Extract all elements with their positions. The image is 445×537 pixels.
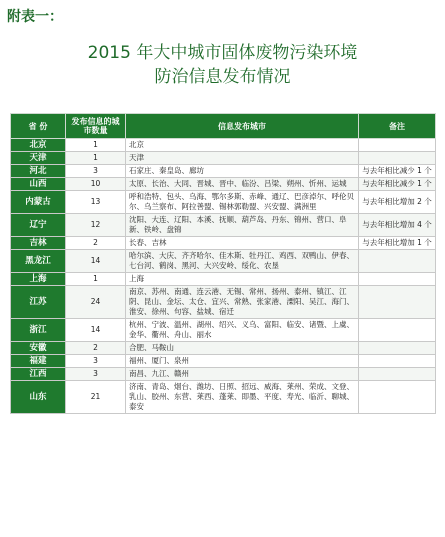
note-cell	[359, 152, 436, 165]
cities-cell: 上海	[126, 273, 359, 286]
note-cell	[359, 381, 436, 414]
cities-cell: 长春、吉林	[126, 237, 359, 250]
table-row	[11, 191, 436, 214]
cities-cell: 石家庄、秦皇岛、廊坊	[126, 165, 359, 178]
province-cell: 辽宁	[11, 214, 66, 237]
city-count-cell: 2	[66, 237, 126, 250]
cities-cell: 济南、青岛、烟台、潍坊、日照、招远、威海、莱州、荣成、文登、乳山、胶州、东营、莱西、蓬莱、即墨、平度、寿光、临沂、聊城、泰安	[126, 381, 359, 414]
table-row	[11, 214, 436, 237]
note-cell	[359, 355, 436, 368]
city-count-cell: 1	[66, 139, 126, 152]
cities-cell: 北京	[126, 139, 359, 152]
province-cell: 福建	[11, 355, 66, 368]
province-cell: 山西	[11, 178, 66, 191]
city-count-cell: 13	[66, 191, 126, 214]
note-cell	[359, 319, 436, 342]
column-header-cities: 信息发布城市	[126, 114, 359, 139]
table-row	[11, 237, 436, 250]
city-count-cell: 12	[66, 214, 126, 237]
city-count-cell: 21	[66, 381, 126, 414]
column-header-note: 备注	[359, 114, 436, 139]
province-cell: 江苏	[11, 286, 66, 319]
page-title-line2: 防治信息发布情况	[154, 67, 291, 87]
city-count-cell: 3	[66, 368, 126, 381]
table-row	[11, 250, 436, 273]
cities-cell: 呼和浩特、包头、乌海、鄂尔多斯、赤峰、通辽、巴彦淖尔、呼伦贝尔、乌兰察布、阿拉善盟、锡林郭勒盟、兴安盟、满洲里	[126, 191, 359, 214]
table-row	[11, 342, 436, 355]
cities-cell: 沈阳、大连、辽阳、本溪、抚顺、葫芦岛、丹东、锦州、营口、阜新、铁岭、盘锦	[126, 214, 359, 237]
province-cell: 黑龙江	[11, 250, 66, 273]
note-cell: 与去年相比增加 4 个	[359, 214, 436, 237]
note-cell: 与去年相比减少 1 个	[359, 165, 436, 178]
cities-cell: 福州、厦门、泉州	[126, 355, 359, 368]
province-cell: 河北	[11, 165, 66, 178]
cities-cell: 南京、苏州、南通、连云港、无锡、常州、扬州、泰州、镇江、江阴、昆山、金坛、太仓、宜兴、常熟、张家港、溧阳、吴江、海门、淮安、徐州、句容、盐城、宿迁	[126, 286, 359, 319]
table-row	[11, 368, 436, 381]
note-cell	[359, 139, 436, 152]
column-header-city-count: 发布信息的城市数量	[66, 114, 126, 139]
note-cell	[359, 368, 436, 381]
column-header-province: 省 份	[11, 114, 66, 139]
city-count-cell: 24	[66, 286, 126, 319]
city-count-cell: 2	[66, 342, 126, 355]
province-cell: 浙江	[11, 319, 66, 342]
city-info-table	[10, 113, 436, 414]
province-cell: 山东	[11, 381, 66, 414]
province-cell: 北京	[11, 139, 66, 152]
city-count-cell: 10	[66, 178, 126, 191]
note-cell: 与去年相比增加 1 个	[359, 237, 436, 250]
cities-cell: 合肥、马鞍山	[126, 342, 359, 355]
table-row	[11, 319, 436, 342]
city-count-cell: 14	[66, 250, 126, 273]
note-cell	[359, 342, 436, 355]
table-row	[11, 273, 436, 286]
province-cell: 内蒙古	[11, 191, 66, 214]
table-row	[11, 178, 436, 191]
note-cell	[359, 273, 436, 286]
cities-cell: 天津	[126, 152, 359, 165]
province-cell: 上海	[11, 273, 66, 286]
city-count-cell: 3	[66, 165, 126, 178]
note-cell: 与去年相比增加 2 个	[359, 191, 436, 214]
city-count-cell: 1	[66, 152, 126, 165]
page-title-line1: 2015 年大中城市固体废物污染环境	[87, 43, 358, 63]
note-cell	[359, 286, 436, 319]
table-row	[11, 355, 436, 368]
city-count-cell: 3	[66, 355, 126, 368]
table-row	[11, 139, 436, 152]
table-body	[11, 139, 436, 414]
note-cell	[359, 250, 436, 273]
cities-cell: 哈尔滨、大庆、齐齐哈尔、佳木斯、牡丹江、鸡西、双鸭山、伊春、七台河、鹤岗、黑河、大兴安岭、绥化、农垦	[126, 250, 359, 273]
cities-cell: 太原、长治、大同、晋城、晋中、临汾、吕梁、朔州、忻州、运城	[126, 178, 359, 191]
attachment-label: 附表一：	[7, 9, 63, 25]
table-row	[11, 286, 436, 319]
cities-cell: 南昌、九江、赣州	[126, 368, 359, 381]
cities-cell: 杭州、宁波、温州、湖州、绍兴、义乌、富阳、临安、诸暨、上虞、金华、衢州、舟山、丽水	[126, 319, 359, 342]
city-count-cell: 1	[66, 273, 126, 286]
province-cell: 吉林	[11, 237, 66, 250]
table-row	[11, 152, 436, 165]
table-header-row	[11, 114, 436, 139]
province-cell: 天津	[11, 152, 66, 165]
province-cell: 江西	[11, 368, 66, 381]
note-cell: 与去年相比减少 1 个	[359, 178, 436, 191]
table-row	[11, 381, 436, 414]
table-row	[11, 165, 436, 178]
province-cell: 安徽	[11, 342, 66, 355]
city-count-cell: 14	[66, 319, 126, 342]
